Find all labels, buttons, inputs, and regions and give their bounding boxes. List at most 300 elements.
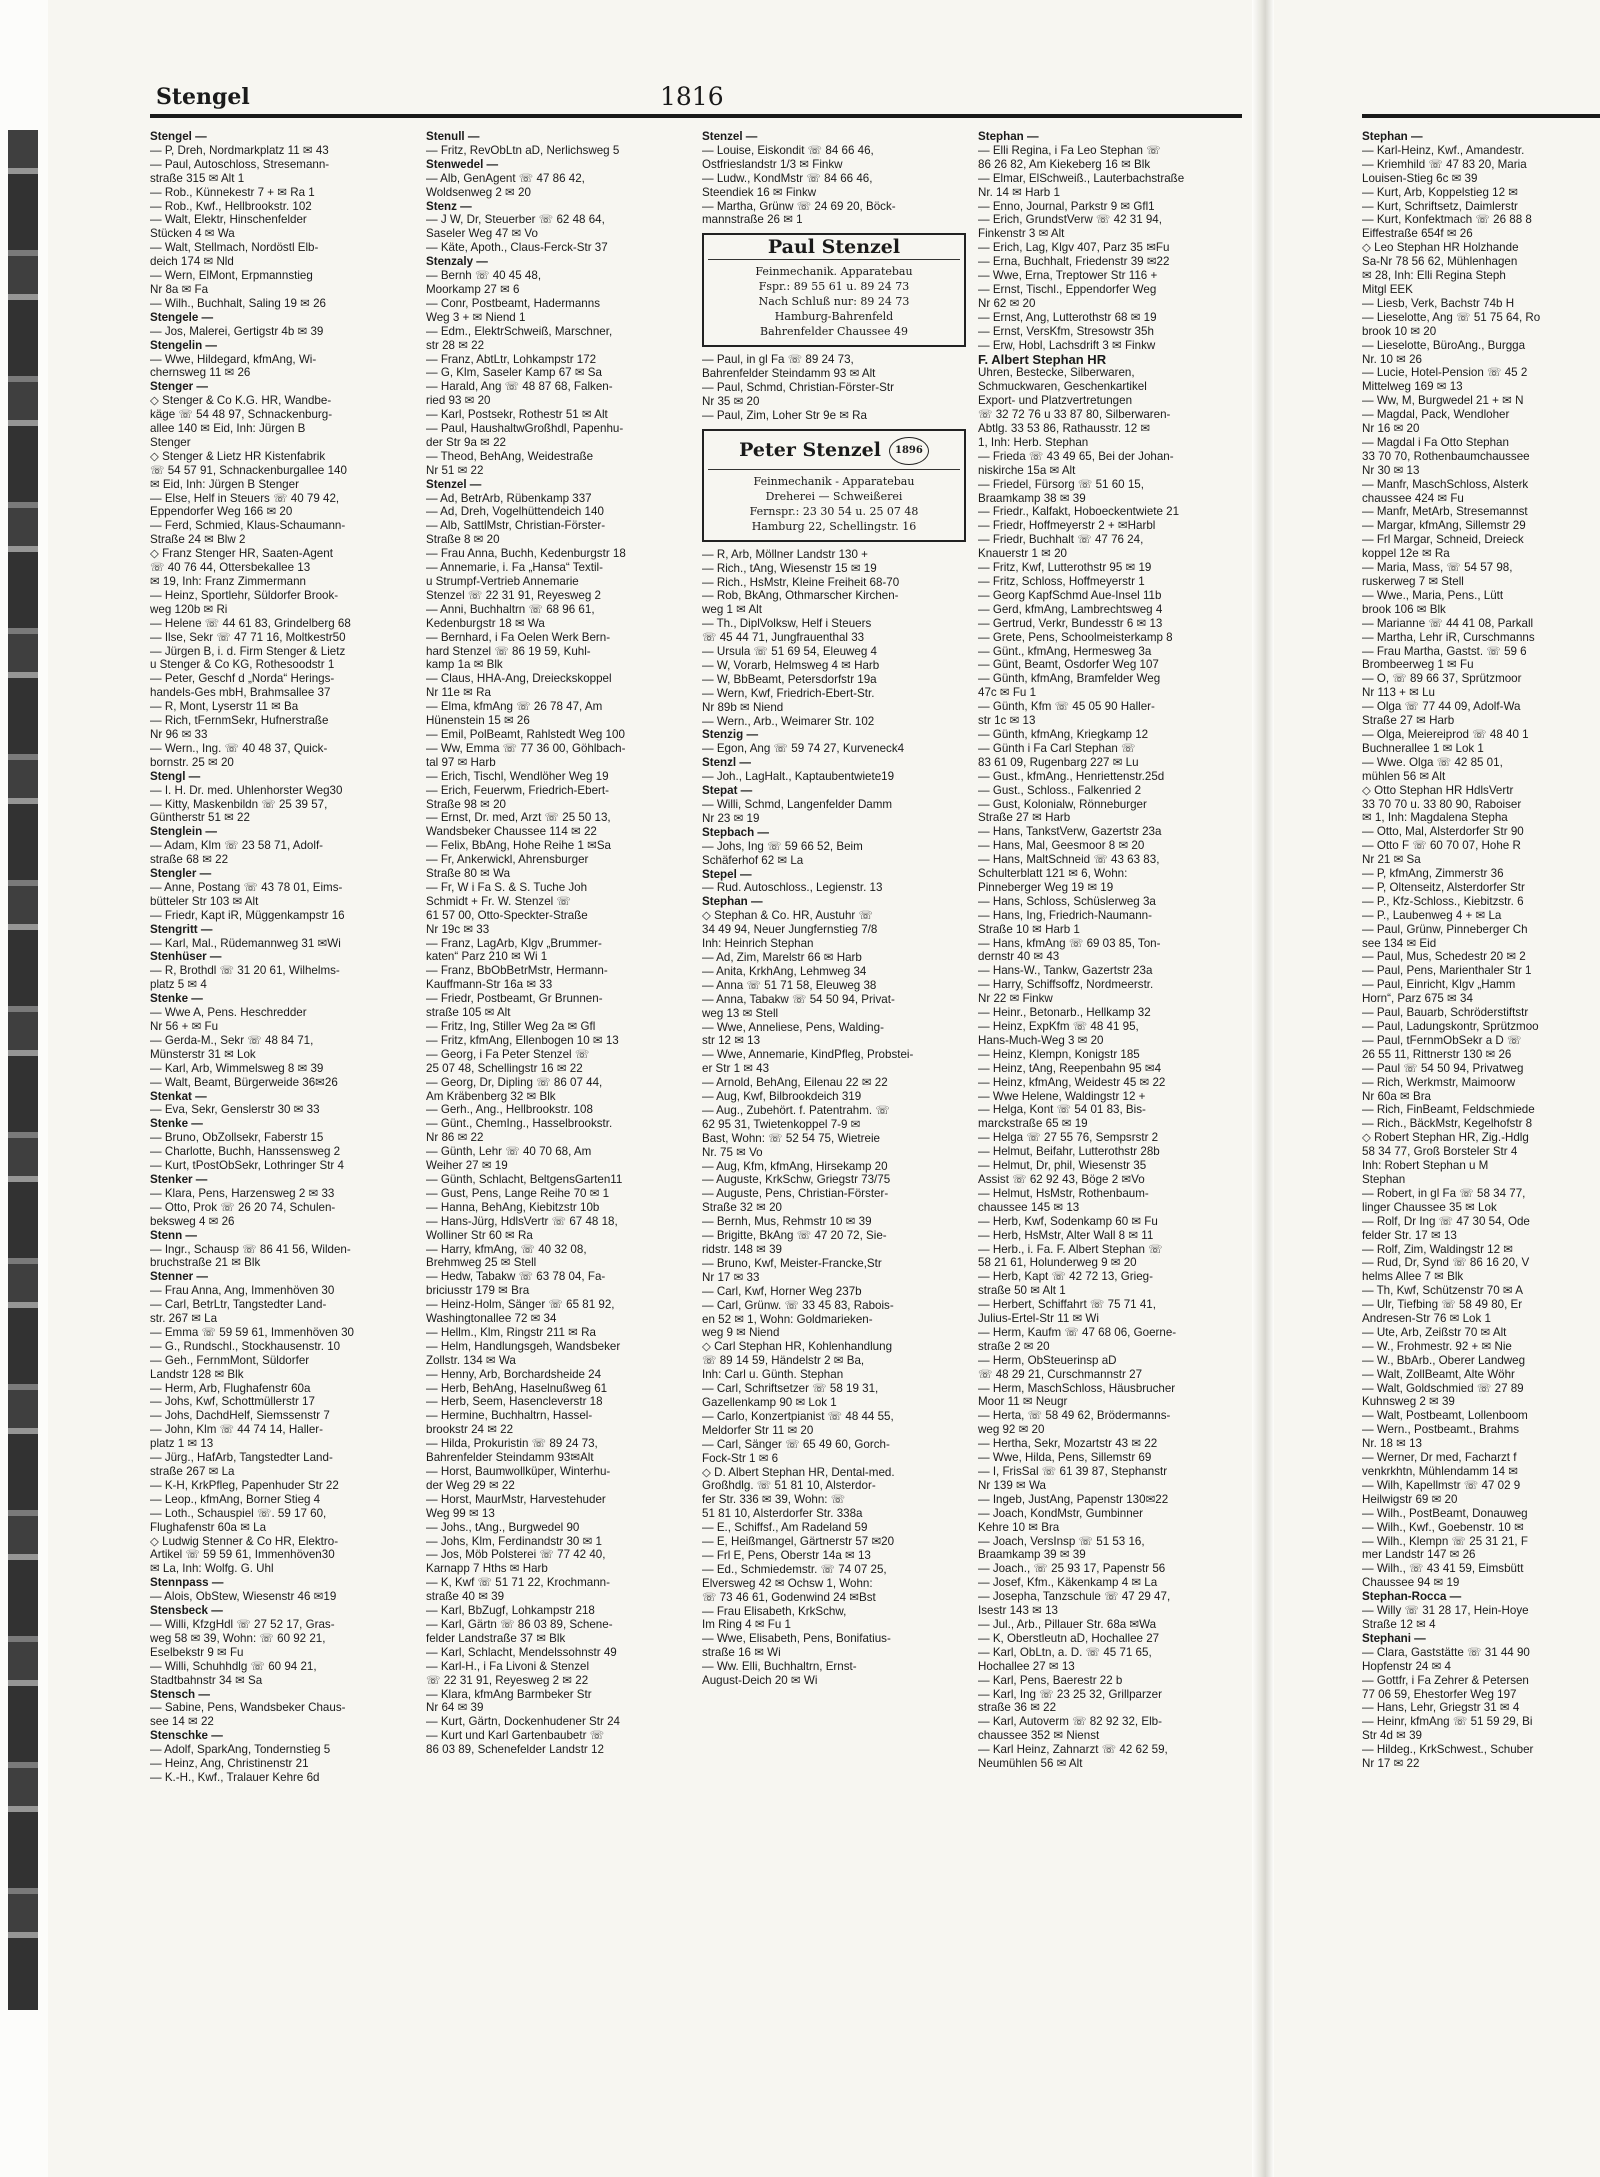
directory-entry: — Karl, BbZugf, Lohkampstr 218 — [426, 1604, 595, 1618]
directory-entry: Wolliner Str 60 ✉ Ra — [426, 1228, 533, 1242]
directory-entry: weg 120b ✉ Ri — [150, 602, 228, 616]
directory-entry: — Ulr, Tiefbing ☏ 58 49 80, Er — [1362, 1298, 1523, 1312]
directory-entry: Louisen-Stieg 6c ✉ 39 — [1362, 171, 1478, 185]
directory-entry: — Werner, Dr med, Facharzt f — [1362, 1451, 1517, 1465]
directory-entry: 61 57 00, Otto-Speckter-Straße — [426, 908, 588, 922]
directory-entry: — Helmut, Dr, phil, Wiesenstr 35 — [978, 1159, 1147, 1173]
directory-entry: — Bernhard, i Fa Oelen Werk Bern- — [426, 630, 611, 644]
directory-entry: — Bernh ☏ 40 45 48, — [426, 269, 542, 283]
directory-entry: — Bruno, Kwf, Meister-Francke,Str — [702, 1256, 882, 1270]
directory-entry: — G., Rundschl., Stockhausenstr. 10 — [150, 1339, 341, 1353]
directory-entry: — K, Oberstleutn aD, Hochallee 27 — [978, 1631, 1160, 1645]
directory-entry: — Rich., tAng, Wiesenstr 15 ✉ 19 — [702, 561, 877, 575]
directory-entry: — Emil, PolBeamt, Rahlstedt Weg 100 — [426, 727, 625, 741]
directory-entry: — Carl, BetrLtr, Tangstedter Land- — [150, 1298, 327, 1312]
directory-entry: Stenschke — — [150, 1729, 223, 1743]
directory-entry: — Heinz, kfmAng, Weidestr 45 ✉ 22 — [978, 1075, 1166, 1089]
directory-entry: Stenull — — [426, 130, 480, 143]
directory-entry: Knauerstr 1 ✉ 20 — [978, 547, 1067, 561]
directory-entry: Straße 12 ✉ 4 — [1362, 1617, 1436, 1631]
directory-entry: Schulterblatt 121 ✉ 6, Wohn: — [978, 867, 1128, 881]
directory-entry: Stenke — — [150, 1117, 203, 1131]
directory-entry: — Günth, Kfm ☏ 45 05 90 Haller- — [978, 700, 1155, 714]
directory-entry: — Käte, Apoth., Claus-Ferck-Str 37 — [426, 241, 608, 255]
directory-entry: — O, ☏ 89 66 37, Sprützmoor — [1362, 672, 1522, 686]
directory-entry: Stengritt — — [150, 922, 213, 936]
directory-entry: — Rich, FinBeamt, Feldschmiede — [1362, 1103, 1535, 1117]
directory-entry: 83 61 09, Rugenbarg 227 ✉ Lu — [978, 755, 1139, 769]
directory-entry: — Ludw., KondMstr ☏ 84 66 46, — [702, 171, 873, 185]
directory-entry: Stenn — — [150, 1228, 198, 1242]
directory-entry: — Kurt und Karl Gartenbaubetr ☏ — [426, 1729, 605, 1743]
directory-entry: Hopfenstr 24 ✉ 4 — [1362, 1659, 1451, 1673]
directory-entry: Elversweg 42 ✉ Ochsw 1, Wohn: — [702, 1576, 873, 1590]
directory-entry: platz 1 ✉ 13 — [150, 1437, 214, 1451]
directory-entry: — K-H, KrkPfleg, Papenhuder Str 22 — [150, 1478, 339, 1492]
directory-entry: briciusstr 179 ✉ Bra — [426, 1284, 530, 1298]
directory-entry: — Gerda-M., Sekr ☏ 48 84 71, — [150, 1033, 314, 1047]
directory-entry: — Olga, Meiereiprod ☏ 48 40 1 — [1362, 727, 1529, 741]
directory-entry: Finkenstr 3 ✉ Alt — [978, 227, 1065, 241]
directory-entry: Stephan — — [1362, 130, 1423, 143]
directory-entry: — Ute, Arb, Zeißstr 70 ✉ Alt — [1362, 1325, 1507, 1339]
directory-entry: — Herm, MaschSchloss, Häusbrucher — [978, 1381, 1176, 1395]
directory-entry: Stenzl — — [702, 756, 751, 770]
directory-entry: — Egon, Ang ☏ 59 74 27, Kurveneck4 — [702, 742, 905, 756]
directory-entry: — Wwe, Elisabeth, Pens, Bonifatius- — [702, 1632, 891, 1646]
directory-entry: — Bruno, ObZollsekr, Faberstr 15 — [150, 1131, 324, 1145]
directory-entry: Stenger — — [150, 380, 208, 394]
directory-entry: koppel 12e ✉ Ra — [1362, 547, 1450, 561]
directory-entry: — I. H. Dr. med. Uhlenhorster Weg30 — [150, 783, 343, 797]
directory-entry: — R, Brothdl ☏ 31 20 61, Wilhelms- — [150, 964, 340, 978]
ad-line: Hamburg-Bahrenfeld — [774, 310, 894, 324]
directory-entry: — Paul, HaushaltwGroßhdl, Papenhu- — [426, 422, 624, 436]
directory-entry: see 14 ✉ 22 — [150, 1715, 214, 1729]
directory-entry: Nr 113 + ✉ Lu — [1362, 686, 1435, 700]
directory-entry: — Erw, Hobl, Lachsdrift 3 ✉ Finkw — [978, 338, 1156, 352]
directory-entry: Ostfrieslandstr 1/3 ✉ Finkw — [702, 157, 843, 171]
directory-entry: u Strumpf-Vertrieb Annemarie — [426, 575, 579, 588]
directory-entry: 26 55 11, Rittnerstr 130 ✉ 26 — [1362, 1047, 1512, 1061]
directory-entry: katen“ Parz 210 ✉ Wi 1 — [426, 950, 548, 964]
directory-entry: — Rud. Autoschloss., Legienstr. 13 — [702, 881, 883, 895]
directory-entry: — Erna, Buchhalt, Friedenstr 39 ✉22 — [978, 255, 1170, 269]
directory-entry: Kedenburgstr 18 ✉ Wa — [426, 616, 545, 630]
directory-entry: Nr. 18 ✉ 13 — [1362, 1437, 1422, 1451]
directory-entry: — Olga ☏ 77 44 09, Adolf-Wa — [1362, 700, 1521, 714]
directory-entry: Steendiek 16 ✉ Finkw — [702, 185, 817, 199]
directory-entry: Meldorfer Str 11 ✉ 20 — [702, 1423, 814, 1437]
directory-entry: Stenker — — [150, 1172, 208, 1186]
directory-entry: Wandsbeker Chaussee 114 ✉ 22 — [426, 825, 597, 839]
directory-entry: Straße 8 ✉ 20 — [426, 533, 500, 547]
directory-entry: — E., Schiffsf., Am Radeland 59 — [702, 1521, 868, 1535]
directory-entry: — Herb, Kapt ☏ 42 72 13, Grieg- — [978, 1270, 1153, 1284]
directory-entry: — Rolf, Zim, Waldingstr 12 ✉ — [1362, 1242, 1514, 1256]
directory-entry: Gazellenkamp 90 ✉ Lok 1 — [702, 1395, 837, 1409]
directory-entry: — Carl, Kwf, Horner Weg 237b — [702, 1284, 862, 1298]
directory-entry: — Wilh., Klempn ☏ 25 31 21, F — [1362, 1534, 1528, 1548]
directory-entry: — Bernh, Mus, Rehmstr 10 ✉ 39 — [702, 1215, 872, 1229]
ad-line: Export- und Platzvertretungen — [978, 394, 1133, 408]
directory-entry: Stadtbahnstr 34 ✉ Sa — [150, 1673, 263, 1687]
directory-entry: — Ingeb, JustAng, Papenstr 130✉22 — [978, 1492, 1169, 1506]
directory-entry: Mittelweg 169 ✉ 13 — [1362, 380, 1463, 394]
directory-entry: — P., Laubenweg 4 + ✉ La — [1362, 908, 1502, 922]
ad-line: Feinmechanik - Apparatebau — [753, 474, 915, 488]
directory-entry: ◇ Robert Stephan HR, Zig.-Hdlg — [1362, 1131, 1529, 1145]
directory-entry: Braamkamp 39 ✉ 39 — [978, 1548, 1086, 1562]
directory-entry: — Gerh., Ang., Hellbrookstr. 108 — [426, 1103, 593, 1117]
directory-entry: ◇ Otto Stephan HR HdlsVertr — [1362, 783, 1514, 797]
directory-entry: — Georg KapfSchmd Aue-Insel 11b — [978, 588, 1162, 602]
ad-name: Peter Stenzel — [739, 438, 881, 461]
directory-entry: Stephan-Rocca — — [1362, 1590, 1462, 1604]
directory-entry: — Paul, Mus, Schedestr 20 ✉ 2 — [1362, 950, 1526, 964]
directory-entry: bornstr. 25 ✉ 20 — [150, 755, 234, 769]
directory-entry: — Herb., i. Fa. F. Albert Stephan ☏ — [978, 1242, 1163, 1256]
directory-entry: Stengler — — [150, 867, 212, 881]
directory-entry: — Ernst, Ang, Lutterothstr 68 ✉ 19 — [978, 310, 1157, 324]
ad-name-row — [708, 437, 960, 470]
directory-entry: — Georg, Dr, Dipling ☏ 86 07 44, — [426, 1075, 603, 1089]
directory-entry: — Else, Helf in Steuers ☏ 40 79 42, — [150, 491, 340, 505]
directory-entry: — W., BbArb., Oberer Landweg — [1362, 1353, 1526, 1367]
directory-entry: — Rud, Dr, Synd ☏ 86 16 20, V — [1362, 1256, 1530, 1270]
directory-entry: ◇ Stephan & Co. HR, Austuhr ☏ — [702, 909, 873, 923]
directory-entry: 58 21 61, Holunderweg 9 ✉ 20 — [978, 1256, 1137, 1270]
directory-entry: ☏ 48 29 21, Curschmannstr 27 — [978, 1367, 1143, 1381]
directory-entry: — Günt., ChemIng., Hasselbrookstr. — [426, 1117, 613, 1131]
column-1 — [150, 130, 414, 2102]
directory-entry: ☏ 40 76 44, Ottersbekallee 13 — [150, 561, 311, 575]
directory-entry: der Str 9a ✉ 22 — [426, 435, 506, 449]
directory-entry: Inh: Robert Stephan u M — [1362, 1159, 1489, 1173]
directory-entry: Isestr 143 ✉ 13 — [978, 1604, 1058, 1618]
directory-entry: Stephani — — [1362, 1631, 1426, 1645]
directory-entry: Kehre 10 ✉ Bra — [978, 1520, 1060, 1534]
directory-entry: — Gerd, kfmAng, Lambrechtsweg 4 — [978, 602, 1163, 616]
ad-year-badge: 1896 — [889, 437, 929, 465]
directory-entry: Kuhnsweg 2 ✉ 39 — [1362, 1395, 1455, 1409]
directory-entry: Straße 98 ✉ 20 — [426, 797, 506, 811]
directory-entry: — Charlotte, Buchh, Hanssensweg 2 — [150, 1145, 341, 1159]
directory-entry: — Helmut, Beifahr, Lutterothstr 28b — [978, 1145, 1160, 1159]
directory-entry: Stenzel — — [702, 130, 758, 143]
directory-entry: — Erich, Tischl, Wendlöher Weg 19 — [426, 769, 609, 783]
directory-entry: — Erich, GrundstVerw ☏ 42 31 94, — [978, 213, 1162, 227]
directory-entry: — Theod, BehAng, Weidestraße — [426, 449, 594, 463]
ad-name-row — [708, 236, 960, 260]
directory-entry: — Lieselotte, BüroAng., Burgga — [1362, 338, 1526, 352]
directory-entry: Stephan — [1362, 1172, 1406, 1186]
directory-entry: chaussee 424 ✉ Fu — [1362, 491, 1464, 505]
directory-entry: handels-Ges mbH, Brahmsallee 37 — [150, 686, 331, 700]
directory-entry: — Herm, ObSteuerinsp aD — [978, 1353, 1117, 1367]
directory-entry: felder Str. 17 ✉ 13 — [1362, 1228, 1457, 1242]
directory-entry: Julius-Ertel-Str 11 ✉ Wi — [978, 1312, 1099, 1326]
directory-entry: straße 267 ✉ La — [150, 1465, 235, 1478]
directory-entry: — Ww, Emma ☏ 77 36 00, Göhlbach- — [426, 741, 626, 755]
directory-entry: 86 26 82, Am Kiekeberg 16 ✉ Blk — [978, 157, 1151, 171]
directory-entry: — Karl, Postsekr, Rothestr 51 ✉ Alt — [426, 408, 608, 422]
directory-entry: straße 2 ✉ 20 — [978, 1339, 1050, 1353]
directory-entry: — G, Klm, Saseler Kamp 67 ✉ Sa — [426, 366, 602, 380]
directory-entry: — Aug., Zubehört. f. Patentrahm. ☏ — [702, 1103, 890, 1117]
directory-entry: — Hildeg., KrkSchwest., Schuber — [1362, 1743, 1534, 1757]
directory-entry: Stepbach — — [702, 825, 769, 839]
directory-entry: — Herb, Seem, Hasencleverstr 18 — [426, 1395, 603, 1409]
directory-entry: — Hans-Jürg, HdlsVertr ☏ 67 48 18, — [426, 1214, 618, 1228]
directory-entry: Am Kräbenberg 32 ✉ Blk — [426, 1089, 556, 1103]
directory-entry: — Willi, Schmd, Langenfelder Damm — [702, 798, 893, 811]
directory-entry: Nr 17 ✉ 22 — [1362, 1757, 1420, 1771]
directory-entry: — Peter, Geschf d „Norda“ Herings- — [150, 672, 335, 686]
directory-entry: August-Deich 20 ✉ Wi — [702, 1674, 818, 1688]
running-head-word: Stengel — [156, 84, 250, 110]
directory-entry: ☏ 73 46 61, Godenwind 24 ✉Bst — [702, 1590, 876, 1604]
directory-entry: Stengl — — [150, 769, 201, 783]
directory-entry: — Wern., Arb., Weimarer Str. 102 — [702, 714, 875, 728]
directory-entry: ◇ Leo Stephan HR Holzhande — [1362, 241, 1519, 255]
directory-entry: — Gust, Pens, Lange Reihe 70 ✉ 1 — [426, 1186, 610, 1200]
directory-entry: — Hilda, Prokuristin ☏ 89 24 73, — [426, 1437, 598, 1451]
directory-entry: Andresen-Str 76 ✉ Lok 1 — [1362, 1312, 1491, 1326]
directory-entry: Brehmweg 25 ✉ Stell — [426, 1256, 537, 1270]
directory-entry: — Friedr, Kapt iR, Müggenkampstr 16 — [150, 908, 345, 922]
directory-entry: Nr. 75 ✉ Vo — [702, 1145, 763, 1159]
ad-line: Hamburg 22, Schellingstr. 16 — [751, 519, 917, 533]
directory-entry: — Brigitte, BkAng ☏ 47 20 72, Sie- — [702, 1229, 887, 1243]
directory-entry: Stensch — — [150, 1687, 210, 1701]
directory-entry: str 12 ✉ 13 — [702, 1034, 761, 1048]
directory-entry: Nr 30 ✉ 13 — [1362, 463, 1420, 477]
directory-entry: — Kriemhild ☏ 47 83 20, Maria — [1362, 157, 1527, 171]
directory-entry: — Karl-H., i Fa Livoni & Stenzel — [426, 1659, 590, 1673]
directory-entry: — Günt, Beamt, Osdorfer Weg 107 — [978, 658, 1159, 672]
directory-entry: — Walt, Goldschmied ☏ 27 89 — [1362, 1381, 1524, 1395]
directory-entry: — Karl, Autoverm ☏ 82 92 32, Elb- — [978, 1715, 1162, 1729]
directory-entry: — Anna, Tabakw ☏ 54 50 94, Privat- — [702, 992, 895, 1006]
directory-entry: — Wilh., Kwf., Goebenstr. 10 ✉ — [1362, 1520, 1524, 1534]
directory-entry: Nr 16 ✉ 20 — [1362, 422, 1420, 436]
directory-entry: — Friedr., Kalfakt, Hoboeckentwiete 21 — [978, 505, 1180, 519]
directory-entry: felder Landstraße 37 ✉ Blk — [426, 1631, 566, 1645]
directory-entry: — Jos, Malerei, Gertigstr 4b ✉ 39 — [150, 324, 324, 338]
directory-entry: — Helga, Kont ☏ 54 01 83, Bis- — [978, 1103, 1146, 1117]
directory-entry: — Hans, TankstVerw, Gazertstr 23a — [978, 825, 1162, 839]
directory-entry: — Grete, Pens, Schoolmeisterkamp 8 — [978, 630, 1173, 644]
directory-entry: — Hans, kfmAng ☏ 69 03 85, Ton- — [978, 936, 1161, 950]
directory-entry: — Heinz, Klempn, Konigstr 185 — [978, 1047, 1140, 1061]
directory-entry: — Johs, Kwf, Schottmüllerstr 17 — [150, 1395, 315, 1409]
directory-entry: — Carl, Schriftsetzer ☏ 58 19 31, — [702, 1382, 879, 1396]
directory-entry: — Herbert, Schiffahrt ☏ 75 71 41, — [978, 1298, 1156, 1312]
directory-entry: — Karl, Arb, Wimmelsweg 8 ✉ 39 — [150, 1061, 324, 1075]
ad-line: Nach Schluß nur: 89 24 73 — [758, 295, 910, 309]
directory-entry: — Rolf, Dr Ing ☏ 47 30 54, Ode — [1362, 1214, 1530, 1228]
directory-entry: — Gust., Schloss., Falkenried 2 — [978, 783, 1142, 797]
directory-entry: — Willi, KfzgHdl ☏ 27 52 17, Gras- — [150, 1617, 335, 1631]
directory-page — [150, 72, 1242, 2102]
directory-entry: Nr 22 ✉ Finkw — [978, 992, 1053, 1006]
directory-entry: — Leop., kfmAng, Borner Stieg 4 — [150, 1492, 321, 1506]
directory-entry: helms Allee 7 ✉ Blk — [1362, 1270, 1464, 1284]
directory-entry: deich 174 ✉ Nld — [150, 255, 234, 269]
directory-entry: 77 06 59, Ehestorfer Weg 197 — [1362, 1687, 1517, 1701]
directory-entry: — Hans, Ing, Friedrich-Naumann- — [978, 908, 1152, 922]
directory-entry: straße 315 ✉ Alt 1 — [150, 171, 245, 185]
directory-entry: — Günth, kfmAng, Bramfelder Weg — [978, 672, 1161, 686]
directory-entry: — Franz, AbtLtr, Lohkampstr 172 — [426, 352, 597, 366]
directory-entry: straße 36 ✉ 22 — [978, 1701, 1057, 1715]
directory-entry: ☏ 32 72 76 u 33 87 80, Silberwaren- — [978, 408, 1171, 422]
directory-entry: Straße 24 ✉ Blw 2 — [150, 533, 246, 547]
directory-entry: Nr 96 ✉ 33 — [150, 727, 208, 741]
directory-entry: — Ad, Zim, Marelstr 66 ✉ Harb — [702, 950, 862, 964]
directory-entry: — Enno, Journal, Parkstr 9 ✉ Gfl1 — [978, 199, 1155, 213]
directory-entry: — Gust, Kolonialw, Rönneburger — [978, 797, 1147, 811]
directory-entry: Bast, Wohn: ☏ 52 54 75, Wietreie — [702, 1131, 880, 1145]
directory-entry: Pinneberger Weg 19 ✉ 19 — [978, 880, 1114, 894]
directory-entry: — Willy ☏ 31 28 17, Hein-Hoye — [1362, 1604, 1529, 1618]
directory-entry: Nr 60a ✉ Bra — [1362, 1089, 1431, 1103]
directory-entry: brook 10 ✉ 20 — [1362, 324, 1437, 338]
directory-entry: — Fritz, Ing, Stiller Weg 2a ✉ Gfl — [426, 1020, 596, 1033]
directory-entry: — Ww. Elli, Buchhaltrn, Ernst- — [702, 1660, 857, 1674]
directory-entry: Weg 3 + ✉ Niend 1 — [426, 310, 526, 324]
directory-entry: Stenzel — — [426, 477, 482, 491]
directory-entry: — Otto F ☏ 60 70 07, Hohe R — [1362, 839, 1521, 853]
directory-entry: Schäferhof 62 ✉ La — [702, 853, 804, 867]
directory-entry: — Friedr, Postbeamt, Gr Brunnen- — [426, 992, 603, 1006]
directory-entry: — Hedw, Tabakw ☏ 63 78 04, Fa- — [426, 1270, 606, 1284]
header-rule — [150, 114, 1242, 118]
directory-entry: — Rich, tFernmSekr, Hufnerstraße — [150, 714, 329, 728]
directory-entry: weg 92 ✉ 20 — [978, 1423, 1045, 1437]
directory-entry: — Franz, LagArb, Klgv „Brummer- — [426, 936, 602, 950]
directory-entry: — Paul, Bauarb, Schröderstiftstr — [1362, 1006, 1529, 1020]
columns — [150, 130, 1242, 2102]
directory-entry: Schmidt + Fr. W. Stenzel ☏ — [426, 894, 571, 908]
directory-entry: Straße 10 ✉ Harb 1 — [978, 922, 1080, 936]
directory-entry: Stenner — — [150, 1270, 208, 1284]
directory-entry: — Hellm., Klm, Ringstr 211 ✉ Ra — [426, 1325, 596, 1339]
directory-entry: — Kitty, Maskenbildn ☏ 25 39 57, — [150, 797, 328, 811]
ad-line: Fspr.: 89 55 61 u. 89 24 73 — [758, 280, 910, 294]
directory-entry: — Erich, Lag, Klgv 407, Parz 35 ✉Fu — [978, 241, 1170, 255]
directory-entry: Moorkamp 27 ✉ 6 — [426, 282, 520, 296]
directory-entry: Stenke — — [150, 992, 203, 1006]
directory-entry: — Anna ☏ 51 71 58, Eleuweg 38 — [702, 978, 877, 992]
directory-entry: — Kurt, tPostObSekr, Lothringer Str 4 — [150, 1159, 344, 1173]
column-3 — [702, 130, 966, 2102]
directory-entry: ☏ 45 44 71, Jungfrauenthal 33 — [702, 631, 865, 645]
directory-entry: — Walt, Stellmach, Nordöstl Elb- — [150, 241, 319, 255]
directory-entry: — Horst, MaurMstr, Harvestehuder — [426, 1492, 606, 1506]
directory-entry: bruchstraße 21 ✉ Blk — [150, 1256, 261, 1270]
directory-entry: — Heinz, Ang, Christinenstr 21 — [150, 1757, 309, 1771]
directory-entry: — Loth., Schauspiel ☏. 59 17 60, — [150, 1506, 327, 1520]
directory-entry: — Maria, Mass, ☏ 54 57 98, — [1362, 561, 1513, 575]
directory-entry: — Hans, Schloss, Schüslerweg 3a — [978, 894, 1156, 908]
directory-entry: — Wwe A, Pens. Heschredder — [150, 1006, 307, 1020]
directory-entry: — Marianne ☏ 44 41 08, Parkall — [1362, 616, 1534, 630]
directory-entry: — Wilh., Buchhalt, Saling 19 ✉ 26 — [150, 296, 326, 310]
directory-entry: chernsweg 11 ✉ 26 — [150, 366, 251, 380]
directory-entry: brookstr 24 ✉ 22 — [426, 1423, 514, 1437]
directory-entry: — Fr, W i Fa S. & S. Tuche Joh — [426, 880, 588, 894]
directory-entry: — Wilh., ☏ 43 41 59, Eimsbütt — [1362, 1562, 1524, 1576]
directory-entry: — Lieselotte, Ang ☏ 51 75 64, Ro — [1362, 310, 1541, 324]
directory-entry: — Frl E, Pens, Oberstr 14a ✉ 13 — [702, 1548, 871, 1562]
directory-entry: str 28 ✉ 22 — [426, 338, 485, 352]
directory-entry: — Geh., FernmMont, Süldorfer — [150, 1353, 310, 1367]
directory-entry: — Ad, BetrArb, Rübenkamp 337 — [426, 491, 592, 505]
directory-entry: Münsterstr 31 ✉ Lok — [150, 1047, 256, 1061]
directory-entry: — Elli Regina, i Fa Leo Stephan ☏ — [978, 143, 1161, 157]
directory-entry: ✉ 19, Inh: Franz Zimmermann — [150, 575, 306, 588]
directory-entry: Landstr 128 ✉ Blk — [150, 1367, 244, 1381]
directory-entry: — Carlo, Konzertpianist ☏ 48 44 55, — [702, 1409, 894, 1423]
directory-entry: — Karl, Schlacht, Mendelssohnstr 49 — [426, 1645, 617, 1659]
ad-name-row — [978, 353, 1242, 367]
directory-entry: Buchnerallee 1 ✉ Lok 1 — [1362, 741, 1484, 755]
directory-entry: platz 5 ✉ 4 — [150, 978, 207, 992]
directory-entry: — Anne, Postang ☏ 43 78 01, Eims- — [150, 880, 343, 894]
directory-entry: — K.-H., Kwf., Tralauer Kehre 6d — [150, 1770, 320, 1784]
directory-entry: mer Landstr 147 ✉ 26 — [1362, 1548, 1476, 1562]
directory-entry: Nr 21 ✉ Sa — [1362, 853, 1421, 867]
directory-entry: — Helm, Handlungsgeh, Wandsbeker — [426, 1339, 621, 1353]
directory-entry: — Louise, Eiskondit ☏ 84 66 46, — [702, 143, 874, 157]
directory-entry: — Anita, KrkhAng, Lehmweg 34 — [702, 964, 867, 978]
directory-entry: — Friedr, Hoffmeyerstr 2 + ✉Harbl — [978, 519, 1156, 533]
directory-entry: 47c ✉ Fu 1 — [978, 686, 1037, 700]
directory-entry: — Günth, Schlacht, BeltgensGarten11 — [426, 1172, 623, 1186]
directory-entry: — Rich., HsMstr, Kleine Freiheit 68-70 — [702, 575, 900, 589]
directory-entry: Washingtonallee 72 ✉ 34 — [426, 1312, 557, 1326]
ad-name: F. Albert Stephan HR — [978, 351, 1107, 367]
directory-entry: — Karl-Heinz, Kwf., Amandestr. — [1362, 143, 1525, 157]
directory-entry: — John, Klm ☏ 44 74 14, Haller- — [150, 1423, 324, 1437]
directory-entry: Kauffmann-Str 16a ✉ 33 — [426, 978, 553, 992]
directory-entry: Nr 62 ✉ 20 — [978, 296, 1036, 310]
directory-entry: Straße 27 ✉ Harb — [978, 811, 1071, 825]
directory-entry: ◇ Ludwig Stenner & Co HR, Elektro- — [150, 1534, 339, 1548]
directory-entry: — Hans, MaltSchneid ☏ 43 63 83, — [978, 853, 1160, 867]
directory-entry: Nr 56 + ✉ Fu — [150, 1020, 219, 1033]
directory-entry: fer Str. 336 ✉ 39, Wohn: ☏ — [702, 1493, 846, 1507]
directory-entry: — Günt., kfmAng, Hermesweg 3a — [978, 644, 1152, 658]
ad-line: Fernspr.: 23 30 54 u. 25 07 48 — [749, 504, 919, 518]
directory-entry: — Karl, Pens, Baerestr 22 b — [978, 1673, 1123, 1687]
directory-entry: — Rob., Künnekestr 7 + ✉ Ra 1 — [150, 185, 315, 199]
directory-entry: en 52 ✉ 1, Wohn: Goldmarieken- — [702, 1312, 873, 1326]
directory-entry: — Emma ☏ 59 59 61, Immenhöven 30 — [150, 1325, 354, 1339]
directory-entry: ridstr. 148 ✉ 39 — [702, 1243, 782, 1256]
directory-entry: straße 68 ✉ 22 — [150, 853, 229, 867]
ad-line: Uhren, Bestecke, Silberwaren, — [978, 366, 1135, 380]
directory-entry: — Paul, Pens, Marienthaler Str 1 — [1362, 964, 1532, 978]
directory-entry: — Ernst, Tischl., Eppendorfer Weg — [978, 282, 1157, 296]
directory-entry: Assist ☏ 62 92 43, Böge 2 ✉Vo — [978, 1172, 1145, 1186]
directory-entry: Moor 11 ✉ Neugr — [978, 1395, 1068, 1409]
directory-entry: — Herb, HsMstr, Alter Wall 8 ✉ 11 — [978, 1228, 1154, 1242]
directory-entry: — Ingr., Schausp ☏ 86 41 56, Wilden- — [150, 1242, 351, 1256]
directory-entry: 62 95 31, Twietenkoppel 7-9 ✉ — [702, 1117, 861, 1131]
